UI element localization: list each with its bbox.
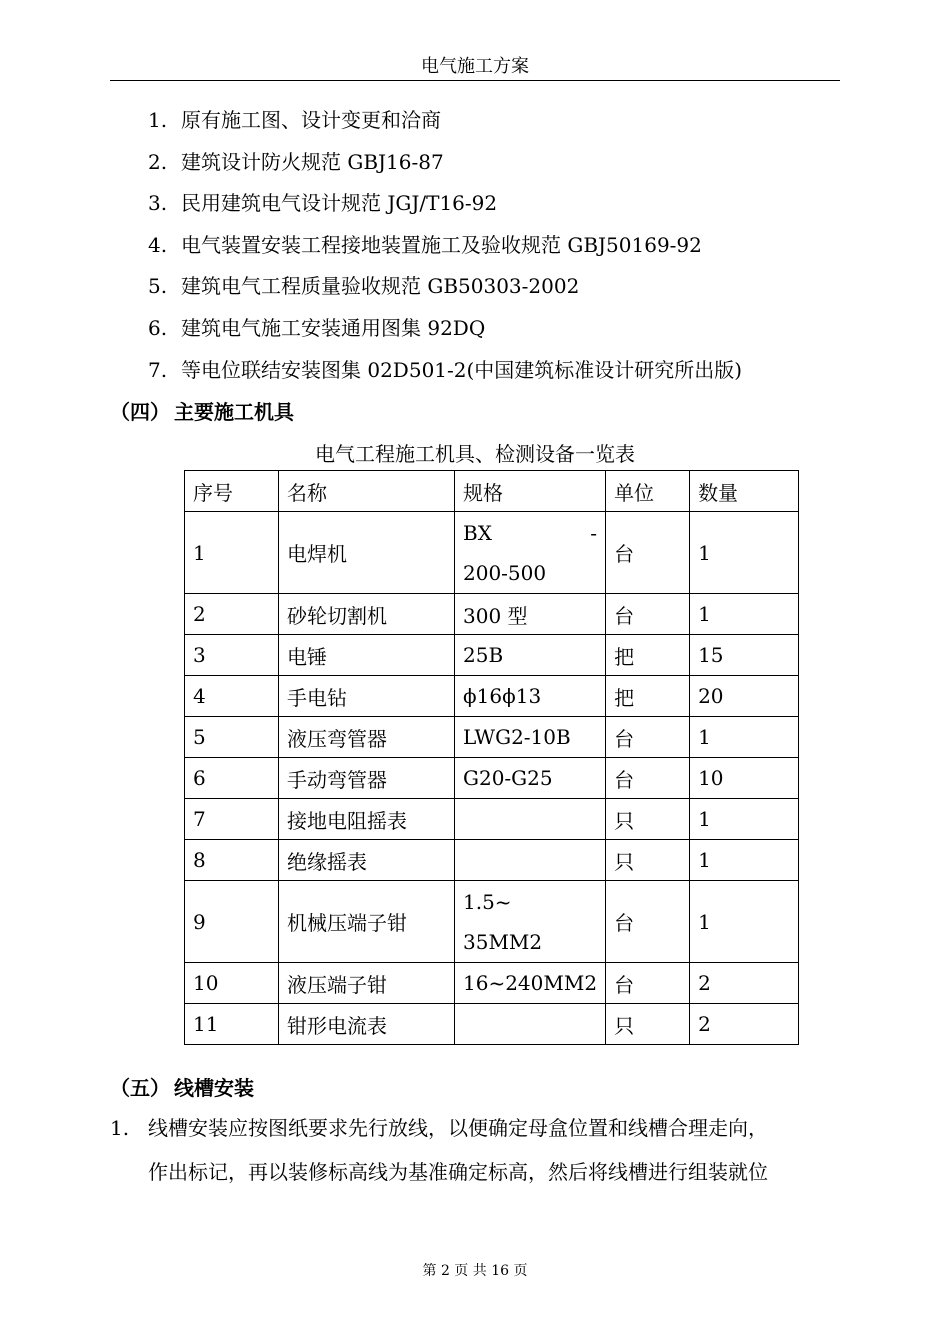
cell-qty: 2: [690, 1004, 799, 1045]
cell-unit: 把: [606, 676, 690, 717]
cell-qty: 1: [690, 840, 799, 881]
cell-qty: 1: [690, 799, 799, 840]
column-header: 序号: [185, 471, 279, 512]
cell-no: 1: [185, 512, 279, 594]
cell-no: 2: [185, 594, 279, 635]
page-footer: 第 2 页 共 16 页: [422, 1263, 528, 1279]
spec-part: BX: [463, 520, 492, 545]
reference-list: [148, 104, 742, 395]
cell-qty: 10: [690, 758, 799, 799]
list-item: [148, 187, 742, 229]
cell-no: 6: [185, 758, 279, 799]
table-title: 电气工程施工机具、检测设备一览表: [315, 442, 635, 466]
list-item: [148, 146, 742, 188]
cell-unit: 台: [606, 881, 690, 963]
list-item: [148, 270, 742, 312]
cell-no: 5: [185, 717, 279, 758]
cell-spec: 300 型: [455, 594, 606, 635]
page-header: 电气施工方案: [421, 56, 529, 77]
spec-part: 200-500: [463, 560, 547, 585]
list-item: [148, 312, 742, 354]
cell-no: 3: [185, 635, 279, 676]
paragraph-line: 作出标记，再以装修标高线为基准确定标高，然后将线槽进行组装就位: [148, 1160, 768, 1184]
cell-unit: 台: [606, 758, 690, 799]
cell-qty: 2: [690, 963, 799, 1004]
cell-spec: 25B: [455, 635, 606, 676]
cell-no: 9: [185, 881, 279, 963]
cell-no: 7: [185, 799, 279, 840]
section-number: （四）: [110, 400, 170, 424]
list-text: 建筑电气工程质量验收规范 GB50303-2002: [181, 274, 580, 299]
list-number: 1.: [148, 108, 168, 132]
column-header: 规格: [455, 471, 606, 512]
list-text: 原有施工图、设计变更和洽商: [181, 108, 441, 132]
cell-unit: 只: [606, 1004, 690, 1045]
table-row: [185, 512, 799, 594]
cell-qty: 1: [690, 512, 799, 594]
cell-unit: 台: [606, 717, 690, 758]
cell-spec: ϕ16ϕ13: [455, 676, 606, 717]
spec-part: 35MM2: [463, 929, 543, 954]
section-title: 主要施工机具: [174, 400, 294, 424]
cell-unit: 把: [606, 635, 690, 676]
table-header-row: [185, 471, 799, 512]
list-text: 民用建筑电气设计规范 JGJ/T16-92: [181, 191, 498, 216]
cell-qty: 1: [690, 717, 799, 758]
list-number: 6.: [148, 315, 168, 340]
list-number: 4.: [148, 232, 168, 257]
table-row: [185, 881, 799, 963]
column-header: 名称: [279, 471, 455, 512]
cell-name: 接地电阻摇表: [279, 799, 455, 840]
cell-unit: 只: [606, 840, 690, 881]
cell-name: 手动弯管器: [279, 758, 455, 799]
cell-no: 11: [185, 1004, 279, 1045]
header-rule: [110, 80, 840, 81]
list-number: 7.: [148, 357, 168, 382]
section-heading-4: [110, 396, 294, 425]
table-row: [185, 840, 799, 881]
cell-spec: [455, 512, 606, 594]
cell-no: 8: [185, 840, 279, 881]
cell-name: 电锤: [279, 635, 455, 676]
list-item: [148, 104, 742, 146]
spec-part: -: [590, 520, 598, 545]
section-heading-5: [110, 1072, 254, 1101]
cell-unit: 台: [606, 512, 690, 594]
table-row: [185, 963, 799, 1004]
cell-name: 砂轮切割机: [279, 594, 455, 635]
cell-name: 液压弯管器: [279, 717, 455, 758]
list-text: 建筑电气施工安装通用图集 92DQ: [181, 315, 486, 340]
table-row: [185, 676, 799, 717]
cell-unit: 台: [606, 963, 690, 1004]
cell-no: 4: [185, 676, 279, 717]
table-row: [185, 799, 799, 840]
cell-unit: 只: [606, 799, 690, 840]
paragraph-line: [110, 1112, 842, 1156]
list-number: 2.: [148, 149, 168, 174]
cell-qty: 1: [690, 881, 799, 963]
list-text: 等电位联结安装图集 02D501-2(中国建筑标准设计研究所出版): [181, 357, 743, 382]
cell-qty: 15: [690, 635, 799, 676]
list-text: 建筑设计防火规范 GBJ16-87: [181, 149, 444, 174]
column-header: 单位: [606, 471, 690, 512]
cell-name: 液压端子钳: [279, 963, 455, 1004]
cell-spec: [455, 840, 606, 881]
section-number: （五）: [110, 1076, 170, 1100]
paragraph-number: 1.: [110, 1116, 130, 1140]
cell-name: 钳形电流表: [279, 1004, 455, 1045]
list-text: 电气装置安装工程接地装置施工及验收规范 GBJ50169-92: [181, 232, 702, 257]
body-paragraph: [110, 1112, 842, 1200]
list-item: [148, 354, 742, 396]
list-number: 5.: [148, 274, 168, 299]
paragraph-text: 线槽安装应按图纸要求先行放线，以便确定母盒位置和线槽合理走向，: [148, 1116, 768, 1140]
cell-qty: 1: [690, 594, 799, 635]
list-number: 3.: [148, 191, 168, 216]
table-row: [185, 758, 799, 799]
cell-spec: [455, 799, 606, 840]
table-row: [185, 1004, 799, 1045]
spec-part: 1.5~: [463, 889, 512, 914]
cell-name: 机械压端子钳: [279, 881, 455, 963]
cell-unit: 台: [606, 594, 690, 635]
cell-spec: [455, 1004, 606, 1045]
cell-spec: 16~240MM2: [455, 963, 606, 1004]
table-row: [185, 594, 799, 635]
cell-no: 10: [185, 963, 279, 1004]
table-row: [185, 717, 799, 758]
list-item: [148, 229, 742, 271]
table-row: [185, 635, 799, 676]
equipment-table: [184, 470, 799, 1045]
cell-qty: 20: [690, 676, 799, 717]
cell-name: 绝缘摇表: [279, 840, 455, 881]
cell-spec: G20-G25: [455, 758, 606, 799]
cell-name: 电焊机: [279, 512, 455, 594]
column-header: 数量: [690, 471, 799, 512]
cell-name: 手电钻: [279, 676, 455, 717]
section-title: 线槽安装: [174, 1076, 254, 1100]
cell-spec: LWG2-10B: [455, 717, 606, 758]
cell-spec: [455, 881, 606, 963]
